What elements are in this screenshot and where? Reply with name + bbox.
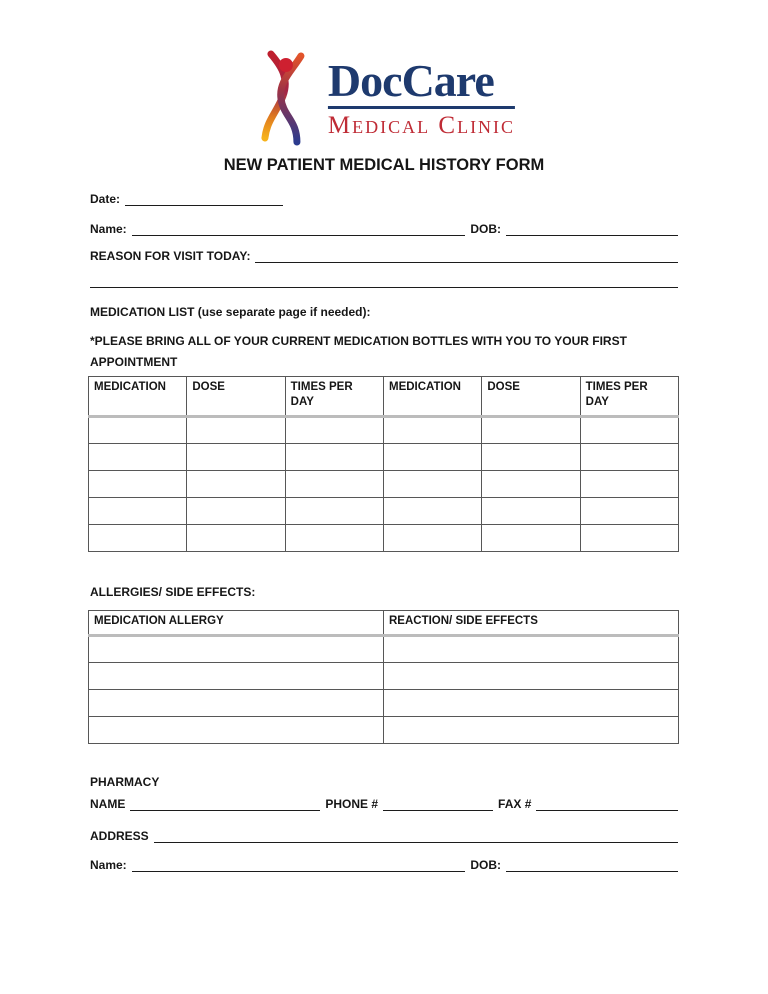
empty-cell [580, 471, 678, 498]
logo-text-block [327, 54, 516, 140]
allergies-table-row [89, 690, 679, 717]
name-blank-line [132, 223, 466, 236]
medication-table-header-row [89, 377, 679, 417]
empty-cell [285, 525, 383, 552]
clinic-logo [253, 50, 515, 146]
empty-cell [580, 525, 678, 552]
empty-cell [187, 444, 285, 471]
empty-cell [89, 498, 187, 525]
empty-cell [482, 417, 580, 444]
empty-cell [482, 471, 580, 498]
logo-underline-rule [328, 106, 515, 109]
empty-cell [285, 444, 383, 471]
times-per-day-col-header: TIMES PER DAY [285, 377, 383, 417]
patient-name-blank-line [132, 859, 466, 872]
medication-table-row [89, 525, 679, 552]
patient-name-dob-row [90, 858, 678, 872]
empty-cell [384, 636, 679, 663]
empty-cell [384, 690, 679, 717]
empty-cell [187, 471, 285, 498]
date-row [90, 192, 678, 206]
times-per-day-col-header: TIMES PER DAY [580, 377, 678, 417]
pharmacy-contact-row [90, 797, 678, 811]
patient-dob-blank-line [506, 859, 678, 872]
empty-cell [89, 690, 384, 717]
empty-cell [384, 663, 679, 690]
dob-label: DOB: [470, 222, 501, 236]
empty-cell [580, 498, 678, 525]
empty-cell [89, 525, 187, 552]
allergies-table [88, 610, 679, 744]
allergies-table-row [89, 717, 679, 744]
pharmacy-name-label: NAME [90, 797, 126, 811]
empty-cell [383, 498, 481, 525]
empty-cell [89, 663, 384, 690]
empty-cell [89, 444, 187, 471]
allergies-table-row [89, 636, 679, 663]
empty-cell [383, 471, 481, 498]
medication-col-header: MEDICATION [383, 377, 481, 417]
date-blank-line [125, 193, 283, 206]
reason-blank-line [255, 250, 678, 263]
empty-cell [187, 498, 285, 525]
medication-table-row [89, 417, 679, 444]
empty-cell [580, 417, 678, 444]
pharmacy-heading: PHARMACY [90, 775, 160, 789]
empty-cell [482, 444, 580, 471]
empty-cell [285, 498, 383, 525]
empty-cell [482, 498, 580, 525]
empty-cell [187, 525, 285, 552]
logo-brand-name: DocCare [327, 54, 494, 106]
empty-cell [383, 525, 481, 552]
date-label: Date: [90, 192, 121, 206]
dose-col-header: DOSE [482, 377, 580, 417]
empty-cell [383, 444, 481, 471]
medication-table-row [89, 444, 679, 471]
pharmacy-address-row [90, 829, 678, 843]
pharmacy-fax-label: FAX # [498, 797, 532, 811]
name-label: Name: [90, 222, 127, 236]
name-dob-row [90, 222, 678, 236]
pharmacy-address-blank-line [154, 830, 678, 843]
empty-cell [89, 717, 384, 744]
logo-subtitle: Medical Clinic [327, 112, 516, 140]
medication-table-row [89, 471, 679, 498]
empty-cell [285, 471, 383, 498]
dose-col-header: DOSE [187, 377, 285, 417]
medication-note-line2: APPOINTMENT [90, 355, 178, 369]
empty-cell [482, 525, 580, 552]
form-title: NEW PATIENT MEDICAL HISTORY FORM [223, 156, 545, 174]
logo-person-icon [253, 50, 315, 146]
empty-cell [285, 417, 383, 444]
allergies-table-header-row [89, 611, 679, 636]
pharmacy-phone-blank-line [383, 798, 493, 811]
empty-cell [580, 444, 678, 471]
pharmacy-name-blank-line [130, 798, 320, 811]
medication-col-header: MEDICATION [89, 377, 187, 417]
patient-dob-label: DOB: [470, 858, 501, 872]
medication-note-line1: *PLEASE BRING ALL OF YOUR CURRENT MEDICATION BOTTLES WITH YOU TO YOUR FIRST [90, 334, 627, 348]
reason-continuation-line [90, 272, 678, 288]
medication-table-row [89, 498, 679, 525]
pharmacy-address-label: ADDRESS [90, 829, 149, 843]
empty-cell [187, 417, 285, 444]
allergies-heading: ALLERGIES/ SIDE EFFECTS: [90, 585, 256, 599]
allergies-table-row [89, 663, 679, 690]
empty-cell [384, 717, 679, 744]
patient-name-label: Name: [90, 858, 127, 872]
empty-cell [89, 471, 187, 498]
reason-row [90, 249, 678, 263]
medication-table [88, 376, 679, 552]
pharmacy-phone-label: PHONE # [325, 797, 379, 811]
reason-label: REASON FOR VISIT TODAY: [90, 249, 251, 263]
reaction-col-header: REACTION/ SIDE EFFECTS [384, 611, 679, 636]
dob-blank-line [506, 223, 678, 236]
empty-cell [89, 636, 384, 663]
medication-list-heading: MEDICATION LIST (use separate page if needed): [90, 305, 371, 319]
empty-cell [89, 417, 187, 444]
medication-note [90, 331, 678, 373]
pharmacy-fax-blank-line [536, 798, 678, 811]
medication-allergy-col-header: MEDICATION ALLERGY [89, 611, 384, 636]
empty-cell [383, 417, 481, 444]
